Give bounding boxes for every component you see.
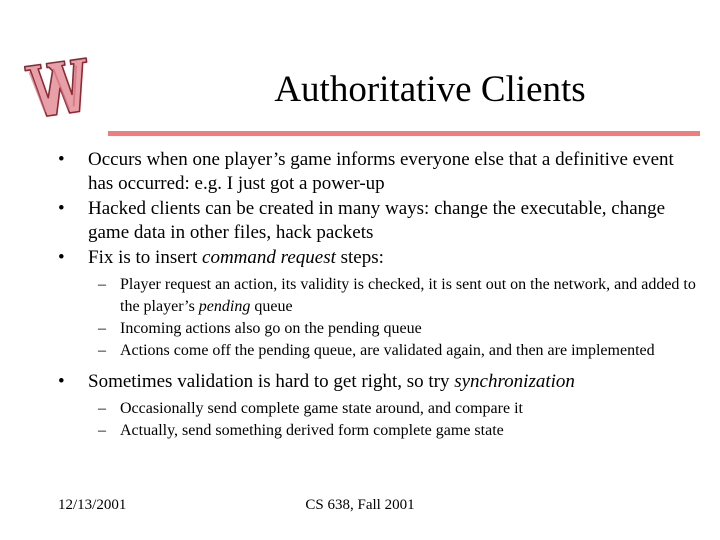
emphasized-text: command request [202, 247, 336, 268]
sub-bullet-marker: – [98, 400, 106, 417]
sub-bullet-list [58, 274, 698, 362]
footer-date: 12/13/2001 [58, 497, 127, 513]
text-run: Actually, send something derived form complete game state [120, 422, 504, 439]
w-logo-icon [22, 52, 98, 124]
sub-bullet-item [58, 318, 698, 340]
bullet-item [58, 197, 698, 245]
footer-course: CS 638, Fall 2001 [305, 497, 415, 513]
title-underline [108, 131, 700, 136]
text-run: queue [250, 298, 293, 315]
text-run: Actions come off the pending queue, are validated again, and then are implemented [120, 342, 655, 359]
slide-body [58, 148, 698, 450]
slide-title: Authoritative Clients [274, 69, 586, 110]
bullet-marker: • [58, 247, 65, 268]
text-run: Occasionally send complete game state around, and compare it [120, 400, 523, 417]
sub-bullet-item [58, 420, 698, 442]
bullet-item [58, 246, 698, 270]
text-run: Player request an action, its validity is checked, it is sent out on the network, and added to the player’s [120, 276, 696, 315]
emphasized-text: synchronization [454, 371, 575, 392]
bullet-marker: • [58, 149, 65, 170]
sub-bullet-marker: – [98, 276, 106, 293]
text-run: Fix is to insert [88, 247, 203, 268]
text-run: Hacked clients can be created in many ways: change the executable, change game data in other files, hack packets [88, 198, 666, 243]
sub-bullet-item [58, 340, 698, 362]
sub-bullet-marker: – [98, 342, 106, 359]
emphasized-text: pending [198, 298, 251, 315]
text-run: Incoming actions also go on the pending queue [120, 320, 422, 337]
bullet-marker: • [58, 371, 65, 392]
text-run: Occurs when one player’s game informs everyone else that a definitive event has occurred: e.g. I just got a power-up [88, 149, 674, 194]
sub-bullet-item [58, 274, 698, 318]
text-run: Sometimes validation is hard to get right, so try [88, 371, 455, 392]
sub-bullet-item [58, 398, 698, 420]
bullet-marker: • [58, 198, 65, 219]
bullet-item [58, 148, 698, 196]
sub-bullet-marker: – [98, 422, 106, 439]
bullet-item [58, 370, 698, 394]
text-run: steps: [335, 247, 384, 268]
sub-bullet-marker: – [98, 320, 106, 337]
sub-bullet-list [58, 398, 698, 442]
